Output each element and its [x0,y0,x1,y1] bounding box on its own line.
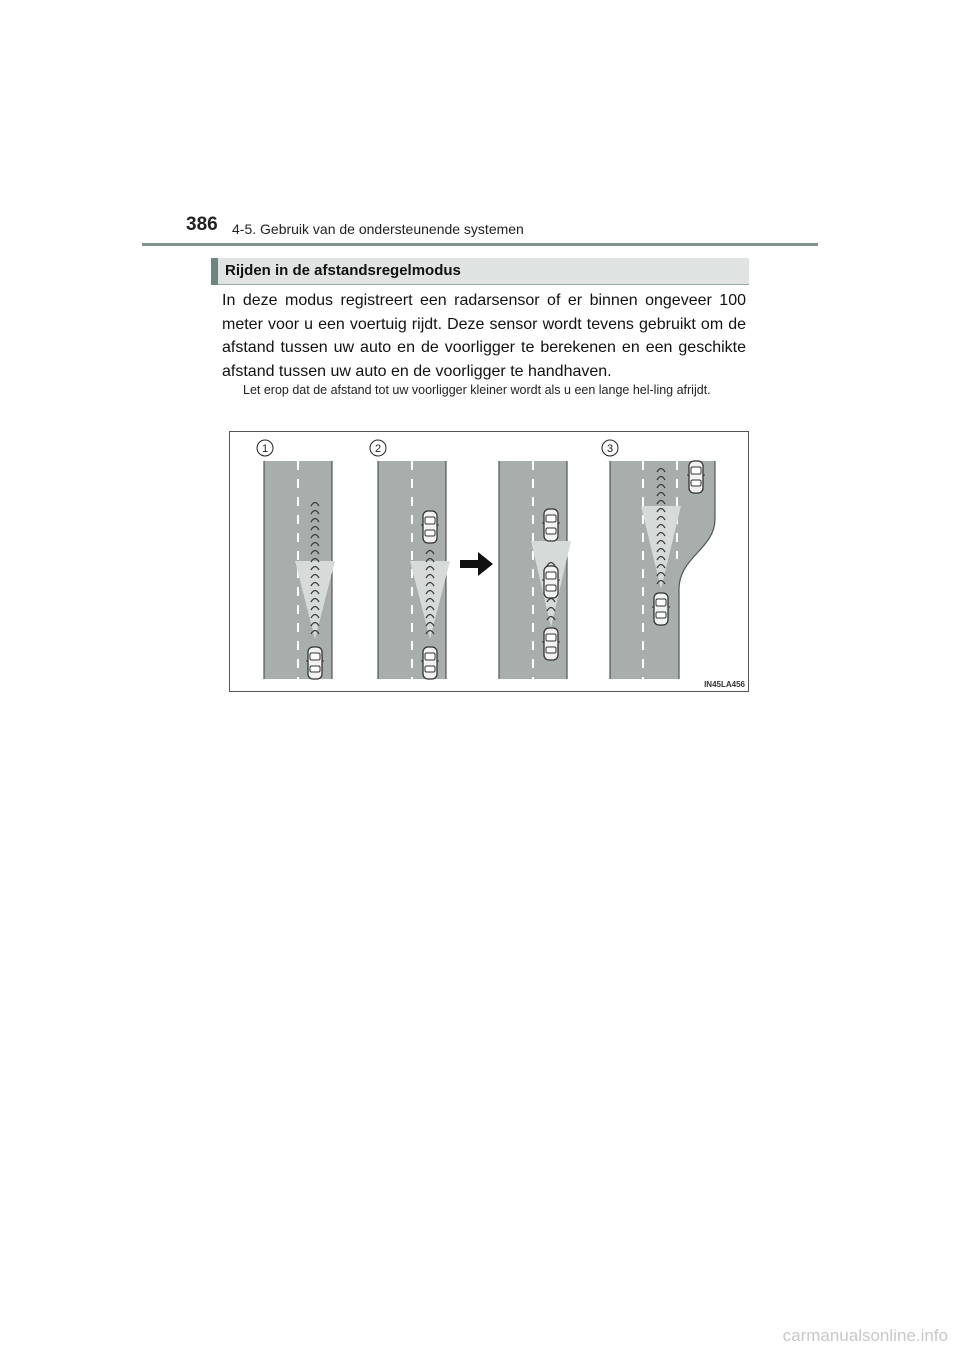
section-heading-text: Rijden in de afstandsregelmodus [225,262,461,279]
label-2 [370,440,386,456]
note-paragraph: Let erop dat de afstand tot uw voorligger kleiner wordt als u een lange hel-ling afrijdt. [243,383,711,397]
page-number: 386 [186,214,218,235]
adaptive-cruise-figure [229,431,749,692]
own-car-2b [542,628,560,660]
scene-2 [378,461,450,679]
watermark: carmanualsonline.info [782,1326,948,1345]
label-3 [602,440,618,456]
header-rule [142,243,818,246]
body-paragraph: In deze modus registreert een radarsensor of er binnen ongeveer 100 meter voor u een voertuig rijdt. Deze sensor wordt tevens gebruikt om de afstand tussen uw auto en de voorligger te berekenen en een geschikte afstand tussen uw auto en de voorligger te handhaven. [222,292,746,380]
chapter-title: 4-5. Gebruik van de ondersteunende systemen [232,221,524,237]
section-heading-bar [211,258,218,285]
section-heading [211,258,749,285]
scene-2b [499,461,571,679]
lead-car-2b [542,509,560,541]
scene-1 [264,461,335,679]
svg-text:2: 2 [374,443,382,455]
lead-car-2 [421,511,439,543]
svg-text:3: 3 [606,443,614,455]
own-car-1 [306,647,324,679]
svg-text:1: 1 [261,443,269,455]
label-1 [257,440,273,456]
figure-code: IN45LA456 [704,680,745,689]
other-lane-car-3 [687,461,705,493]
own-car-3 [652,593,670,625]
own-car-2 [421,647,439,679]
figure-illustration [229,431,749,692]
middle-car-2b [542,566,560,598]
